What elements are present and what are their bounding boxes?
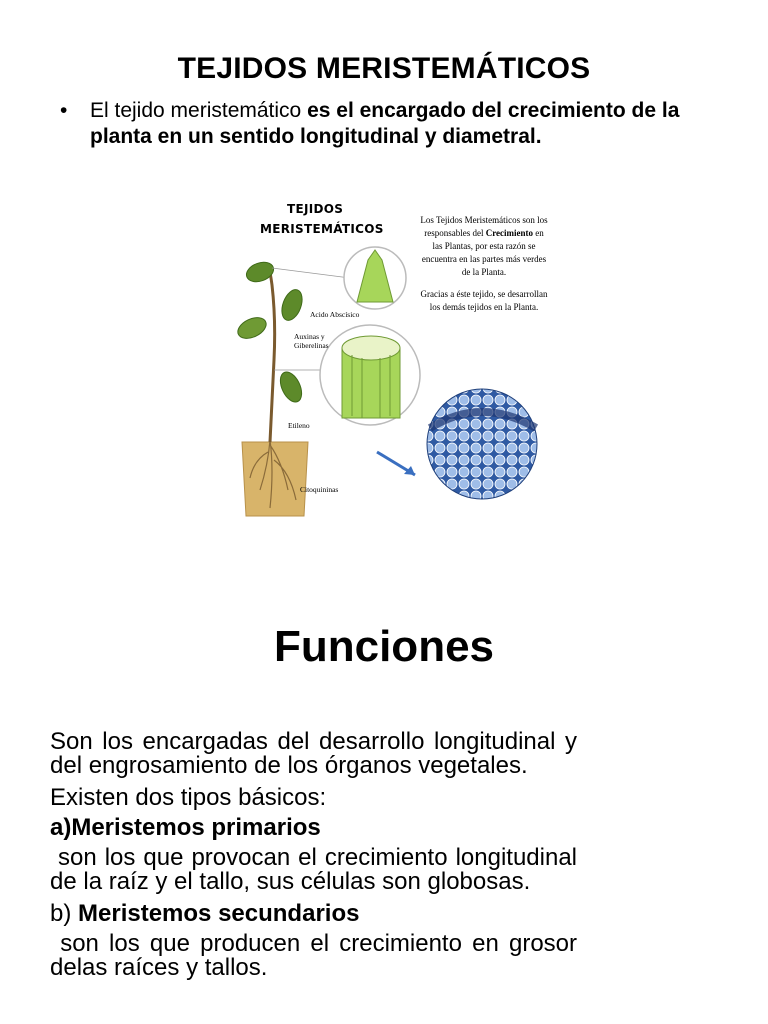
- secondary-prefix: b): [50, 900, 79, 927]
- slide-title: TEJIDOS MERISTEMÁTICOS: [177, 52, 591, 85]
- label-acido: Acido Abscísico: [310, 310, 360, 319]
- para-description: Son los encargadas del desarrollo longitudinal y del engrosamiento de los órganos vegetales.: [50, 728, 577, 779]
- figure-title-line2: MERISTEMÁTICOS: [260, 222, 384, 236]
- plant-drawing: [230, 190, 550, 520]
- secondary-heading-bold: Meristemos secundarios: [78, 900, 360, 927]
- figure-title-line1: TEJIDOS: [287, 202, 344, 216]
- bullet-normal-text: El tejido meristemático: [90, 99, 308, 122]
- figure-desc-part2: en las Plantas, por esta razón se encuentra en las partes más verdes de la Planta.: [421, 228, 547, 277]
- leaf-icon: [278, 287, 306, 323]
- text-secondary-meristems: son los que producen el crecimiento en grosor delas raíces y tallos.: [50, 930, 584, 981]
- leaf-icon: [235, 314, 270, 343]
- text-primary-meristems: son los que provocan el crecimiento longitudinal de la raíz y el tallo, sus células son globosas.: [50, 844, 584, 895]
- para-types: Existen dos tipos básicos:: [50, 784, 327, 811]
- label-etileno: Etileno: [288, 421, 310, 430]
- cell-cross-section-icon: [427, 389, 537, 499]
- section-title: Funciones: [273, 622, 495, 671]
- bullet-text: [90, 98, 710, 150]
- figure-desc2: Gracias a éste tejido, se desarrollan los demás tejidos en la Planta.: [420, 289, 548, 312]
- figure-desc-part1: Los Tejidos Meristemáticos son los responsables del: [420, 215, 548, 238]
- bullet-bold-text: es el encargado del crecimiento de la planta en un sentido longitudinal y diametral.: [90, 99, 680, 148]
- bullet-dot: •: [60, 99, 68, 122]
- leaf-icon: [276, 369, 306, 406]
- stem-icon: [268, 265, 275, 442]
- label-citoquininas: Citoquininas: [300, 485, 339, 494]
- stem-section-top: [342, 336, 400, 360]
- section-body: [50, 728, 584, 981]
- heading-secondary-meristems: [50, 902, 577, 926]
- meristem-illustration: [230, 190, 550, 520]
- figure-desc-bold: Crecimiento: [485, 228, 534, 238]
- label-auxinas-2: Giberelinas: [294, 341, 329, 350]
- heading-primary-meristems: a)Meristemos primarios: [50, 814, 321, 841]
- label-auxinas-1: Auxinas y: [294, 332, 325, 341]
